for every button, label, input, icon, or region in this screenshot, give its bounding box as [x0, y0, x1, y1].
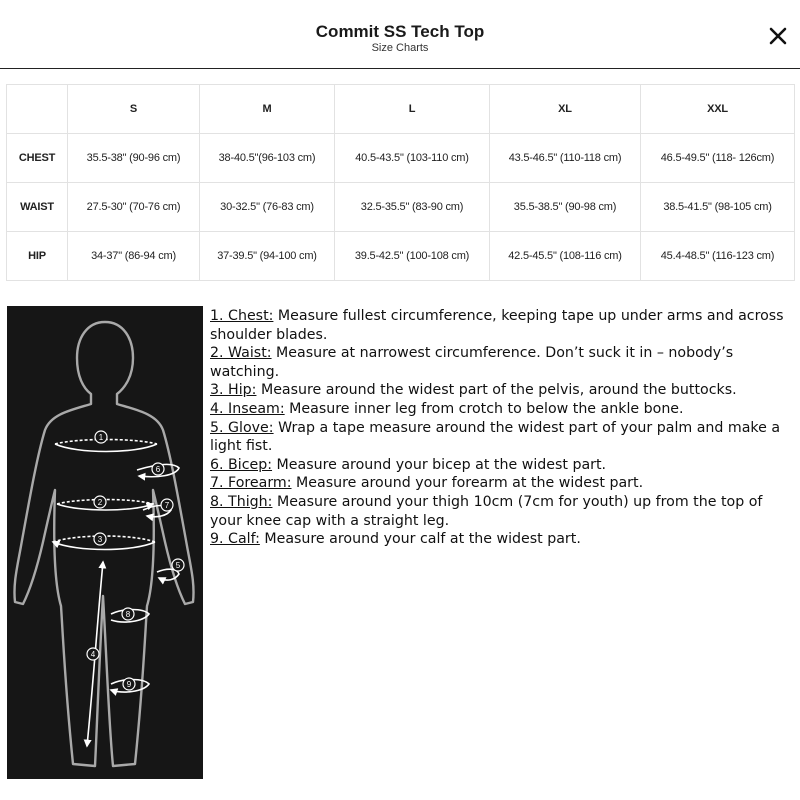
marker-label: 1: [98, 433, 104, 442]
guide-term: 3. Hip:: [210, 382, 257, 399]
table-header-cell: XXL: [641, 85, 795, 134]
marker-label: 5: [175, 561, 181, 570]
marker-5: [172, 559, 184, 571]
guide-text: Measure around your bicep at the widest part.: [272, 456, 607, 473]
table-header-cell: [7, 85, 68, 134]
marker-3: [94, 533, 106, 545]
guide-term: 7. Forearm:: [210, 475, 292, 492]
page-title: Commit SS Tech Top: [315, 22, 485, 41]
guide-term: 1. Chest:: [210, 308, 274, 324]
guide-term: 4. Inseam:: [210, 400, 285, 417]
guide-item-bicep: [210, 456, 798, 475]
table-cell: 38-40.5"(96-103 cm): [200, 134, 335, 183]
guide-text: Wrap a tape measure around the widest part of your palm and make a light fist.: [210, 419, 781, 455]
guide-text: Measure around your thigh 10cm (7cm for youth) up from the top of your knee cap with a straight leg.: [210, 493, 763, 529]
marker-2: [94, 496, 106, 508]
marker-label: 6: [155, 465, 161, 474]
marker-label: 9: [126, 680, 132, 689]
body-measurement-figure: [7, 306, 203, 779]
marker-1: [95, 431, 107, 443]
guide-text: Measure fullest circumference, keeping tape up under arms and across shoulder blades.: [210, 308, 784, 343]
marker-label: 2: [97, 498, 103, 507]
table-cell: 27.5-30" (70-76 cm): [68, 183, 200, 232]
guide-item-waist: [210, 344, 798, 381]
marker-9: [123, 678, 135, 690]
marker-7: [161, 499, 173, 511]
marker-label: 7: [164, 501, 170, 510]
marker-label: 3: [97, 535, 103, 544]
guide-item-glove: [210, 419, 798, 456]
measurement-guide: [210, 307, 798, 549]
row-label: WAIST: [7, 183, 68, 232]
row-label: CHEST: [7, 134, 68, 183]
marker-label: 8: [125, 610, 131, 619]
row-label: HIP: [7, 232, 68, 281]
table-cell: 38.5-41.5" (98-105 cm): [641, 183, 795, 232]
guide-item-calf: [210, 530, 798, 549]
guide-item-chest: [210, 307, 798, 344]
table-cell: 35.5-38.5" (90-98 cm): [490, 183, 641, 232]
guide-item-hip: [210, 381, 798, 400]
guide-term: 5. Glove:: [210, 419, 274, 436]
page-subtitle: Size Charts: [371, 42, 429, 54]
table-cell: 39.5-42.5" (100-108 cm): [335, 232, 490, 281]
table-header-cell: L: [335, 85, 490, 134]
guide-text: Measure around the widest part of the pelvis, around the buttocks.: [256, 382, 737, 399]
table-row: [7, 232, 795, 281]
table-cell: 45.4-48.5" (116-123 cm): [641, 232, 795, 281]
guide-term: 6. Bicep:: [210, 456, 273, 473]
marker-4: [87, 648, 99, 660]
guide-item-forearm: [210, 474, 798, 493]
guide-text: Measure around your forearm at the widest part.: [291, 475, 644, 492]
table-cell: 46.5-49.5" (118- 126cm): [641, 134, 795, 183]
marker-8: [122, 608, 134, 620]
marker-6: [152, 463, 164, 475]
close-icon[interactable]: [766, 24, 790, 48]
table-cell: 43.5-46.5" (110-118 cm): [490, 134, 641, 183]
table-row: [7, 183, 795, 232]
table-cell: 34-37" (86-94 cm): [68, 232, 200, 281]
table-cell: 30-32.5" (76-83 cm): [200, 183, 335, 232]
table-cell: 35.5-38" (90-96 cm): [68, 134, 200, 183]
table-cell: 40.5-43.5" (103-110 cm): [335, 134, 490, 183]
modal-header: [0, 0, 800, 69]
guide-term: 2. Waist:: [210, 345, 272, 362]
table-cell: 37-39.5" (94-100 cm): [200, 232, 335, 281]
guide-term: 8. Thigh:: [210, 493, 273, 510]
table-header-row: [7, 85, 795, 134]
guide-text: Measure at narrowest circumference. Don’t suck it in – nobody’s watching.: [210, 345, 734, 380]
guide-item-inseam: [210, 400, 798, 419]
table-cell: 32.5-35.5" (83-90 cm): [335, 183, 490, 232]
guide-text: Measure around your calf at the widest part.: [259, 531, 581, 548]
guide-item-thigh: [210, 493, 798, 530]
size-chart-table: [6, 84, 795, 281]
guide-text: Measure inner leg from crotch to below the ankle bone.: [284, 400, 684, 417]
table-cell: 42.5-45.5" (108-116 cm): [490, 232, 641, 281]
guide-term: 9. Calf:: [210, 531, 260, 548]
table-header-cell: XL: [490, 85, 641, 134]
table-row: [7, 134, 795, 183]
table-header-cell: S: [68, 85, 200, 134]
table-header-cell: M: [200, 85, 335, 134]
marker-label: 4: [90, 650, 96, 659]
